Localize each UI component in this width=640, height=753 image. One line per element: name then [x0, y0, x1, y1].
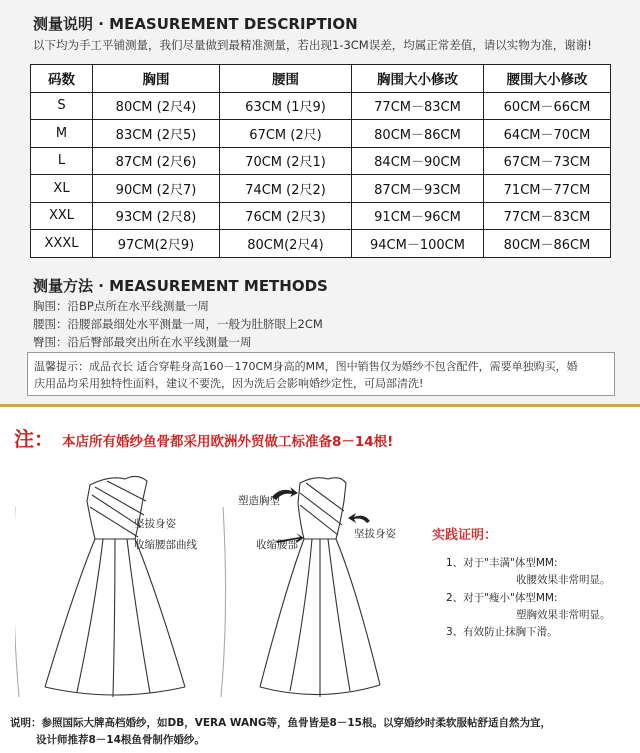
cell-bust: 90CM (2尺7) — [93, 175, 220, 203]
cell-waist-adjust: 80CM－86CM — [484, 230, 611, 258]
cell-bust-adjust: 84CM－90CM — [352, 147, 484, 175]
table-row — [31, 120, 611, 148]
col-header-bust-adjust: 胸围大小修改 — [352, 65, 484, 93]
cell-bust: 97CM(2尺9) — [93, 230, 220, 258]
cell-size: S — [31, 92, 93, 120]
proof-item-1b: 收腰效果非常明显。 — [516, 574, 611, 586]
cell-size: XXXL — [31, 230, 93, 258]
cell-bust-adjust: 77CM－83CM — [352, 92, 484, 120]
method-waist: 腰围：沿腰部最细处水平测量一周，一般为肚脐眼上2CM — [33, 317, 323, 331]
cell-waist-adjust: 64CM－70CM — [484, 120, 611, 148]
tip-box — [27, 352, 615, 396]
cell-size: L — [31, 147, 93, 175]
table-row — [31, 202, 611, 230]
cell-waist-adjust: 67CM－73CM — [484, 147, 611, 175]
cell-bust: 93CM (2尺8) — [93, 202, 220, 230]
dress-left-illustration — [15, 467, 230, 707]
table-row — [31, 175, 611, 203]
dress-right-bodice — [298, 478, 346, 539]
col-header-bust: 胸围 — [93, 65, 220, 93]
banner-prefix: 注： — [14, 427, 54, 451]
dress-left-label-1: 坚拔身姿 — [134, 518, 176, 530]
boning-banner — [14, 423, 393, 452]
proof-item-1a: 1、对于"丰满"体型MM: — [446, 557, 558, 569]
cell-waist: 63CM (1尺9) — [220, 92, 352, 120]
col-header-waist-adjust: 腰围大小修改 — [484, 65, 611, 93]
cell-bust: 87CM (2尺6) — [93, 147, 220, 175]
size-table — [30, 64, 611, 258]
proof-title: 实践证明： — [432, 528, 498, 543]
cell-size: XL — [31, 175, 93, 203]
dress-right-label-2: 收缩腰部 — [256, 539, 298, 551]
cell-waist: 76CM (2尺3) — [220, 202, 352, 230]
tip-line-2: 庆用品均采用独特性面料，建议不要洗，因为洗后会影响婚纱定性，可局部清洗! — [34, 377, 424, 390]
banner-text: 本店所有婚纱鱼骨都采用欧洲外贸做工标准备8－14根! — [62, 434, 394, 450]
proof-item-2b: 塑胸效果非常明显。 — [516, 609, 611, 621]
dress-right-label-1: 塑造胸型 — [238, 495, 280, 507]
cell-bust-adjust: 94CM－100CM — [352, 230, 484, 258]
table-row — [31, 147, 611, 175]
table-row — [31, 92, 611, 120]
measurement-note: 以下均为手工平铺测量，我们尽量做到最精准测量，若出现1-3CM误差，均属正常差值，请以实物为准，谢谢! — [33, 38, 592, 52]
cell-size: M — [31, 120, 93, 148]
cell-waist: 67CM (2尺) — [220, 120, 352, 148]
table-header-row — [31, 65, 611, 93]
dress-right-label-3: 坚拔身姿 — [354, 528, 396, 540]
dress-left-label-2: 收缩腰部曲线 — [134, 539, 197, 551]
proof-item-3: 3、有效防止抹胸下滑。 — [446, 626, 558, 638]
cell-bust: 80CM (2尺4) — [93, 92, 220, 120]
footer-note — [10, 715, 551, 749]
proof-item-2a: 2、对于"瘦小"体型MM: — [446, 592, 558, 604]
cell-waist-adjust: 77CM－83CM — [484, 202, 611, 230]
arrow-icon — [348, 513, 370, 523]
cell-waist: 80CM(2尺4) — [220, 230, 352, 258]
cell-bust-adjust: 87CM－93CM — [352, 175, 484, 203]
cell-bust-adjust: 80CM－86CM — [352, 120, 484, 148]
tip-line-1: 温馨提示：成品衣长 适合穿鞋身高160－170CM身高的MM，图中销售仅为婚纱不包含配件，需要单独购买，婚 — [34, 360, 578, 373]
methods-title: 测量方法 · MEASUREMENT METHODS — [33, 277, 328, 295]
table-row — [31, 230, 611, 258]
cell-waist: 70CM (2尺1) — [220, 147, 352, 175]
footer-line-1: 说明：参照国际大牌高档婚纱，如DB，VERA WANG等，鱼骨皆是8－15根。以穿婚纱时柔软服帖舒适自然为宜， — [10, 717, 551, 729]
method-bust: 胸围：沿BP点所在水平线测量一周 — [33, 299, 209, 313]
cell-bust: 83CM (2尺5) — [93, 120, 220, 148]
cell-size: XXL — [31, 202, 93, 230]
col-header-size: 码数 — [31, 65, 93, 93]
footer-line-2: 设计师推荐8－14根鱼骨制作婚纱。 — [36, 734, 205, 746]
cell-waist-adjust: 60CM－66CM — [484, 92, 611, 120]
cell-waist-adjust: 71CM－77CM — [484, 175, 611, 203]
cell-bust-adjust: 91CM－96CM — [352, 202, 484, 230]
cell-waist: 74CM (2尺2) — [220, 175, 352, 203]
boning-section — [0, 404, 640, 753]
col-header-waist: 腰围 — [220, 65, 352, 93]
measurement-title: 测量说明 · MEASUREMENT DESCRIPTION — [33, 15, 358, 33]
method-hip: 臀围：沿后臀部最突出所在水平线测量一周 — [33, 335, 252, 349]
